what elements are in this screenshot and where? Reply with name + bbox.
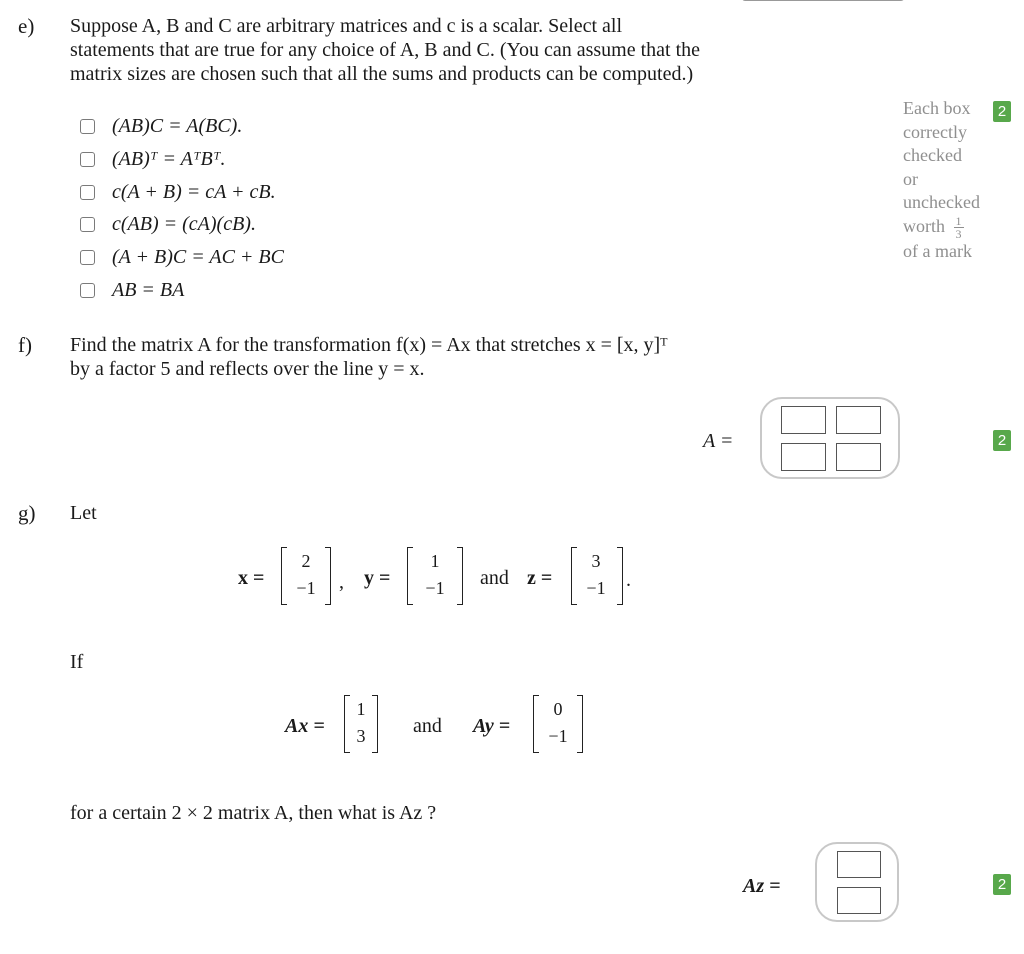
vector-entry: 1 xyxy=(430,551,440,571)
option-text: (AB)ᵀ = AᵀBᵀ. xyxy=(112,147,226,170)
marking-note-worth xyxy=(903,215,1003,240)
option-row[interactable] xyxy=(80,244,284,270)
marks-badge: 2 xyxy=(993,101,1011,122)
part-g-question: for a certain 2 × 2 matrix A, then what is Az ? xyxy=(70,802,437,824)
marking-note-line: Each box xyxy=(903,98,971,118)
checkbox[interactable] xyxy=(80,250,95,265)
part-f-label: f) xyxy=(18,333,32,357)
marking-note-line: or xyxy=(903,168,918,189)
left-bracket xyxy=(407,547,413,605)
part-e-prompt-line2: statements that are true for any choice of A, B and C. (You can assume that the xyxy=(70,39,701,61)
vector-ax xyxy=(344,695,378,753)
option-text: AB = BA xyxy=(112,278,185,301)
vector-x xyxy=(281,547,331,605)
option-row[interactable] xyxy=(80,179,276,205)
right-bracket xyxy=(372,695,378,753)
matrix-a-answer-label: A = xyxy=(703,430,734,452)
marking-note xyxy=(903,97,1003,263)
checkbox[interactable] xyxy=(80,217,95,232)
vector-entry: 3 xyxy=(591,551,601,571)
part-f-line1: Find the matrix A for the transformation f(x) = Ax that stretches x = [x, y]ᵀ xyxy=(70,334,668,356)
az-cell-2[interactable] xyxy=(837,887,881,914)
and-text: and xyxy=(413,715,442,737)
vector-entry: −1 xyxy=(548,726,568,746)
checkbox[interactable] xyxy=(80,152,95,167)
option-text: c(A + B) = cA + cB. xyxy=(112,180,276,203)
part-g-if: If xyxy=(70,651,84,673)
previous-answer-box-edge xyxy=(742,0,904,1)
ax-label: Ax = xyxy=(285,715,325,737)
fraction-numerator: 1 xyxy=(955,213,962,228)
option-text: (AB)C = A(BC). xyxy=(112,114,243,137)
part-e-prompt-line3: matrix sizes are chosen such that all the sums and products can be computed.) xyxy=(70,63,694,85)
matrix-a-cell-11[interactable] xyxy=(781,406,826,434)
ay-label: Ay = xyxy=(473,715,511,737)
matrix-a-cell-12[interactable] xyxy=(836,406,881,434)
vector-z-label: z = xyxy=(527,567,553,589)
option-row[interactable] xyxy=(80,277,184,303)
period: . xyxy=(626,569,631,591)
az-answer-group xyxy=(815,842,899,922)
part-e-prompt-line1: Suppose A, B and C are arbitrary matrices and c is a scalar. Select all xyxy=(70,15,623,37)
part-f-line2: by a factor 5 and reflects over the line y = x. xyxy=(70,358,425,380)
right-bracket xyxy=(617,547,623,605)
vector-entry: 1 xyxy=(356,699,366,719)
matrix-a-cell-21[interactable] xyxy=(781,443,826,471)
option-row[interactable] xyxy=(80,211,256,237)
right-bracket xyxy=(457,547,463,605)
right-bracket xyxy=(577,695,583,753)
vector-z xyxy=(571,547,623,605)
vector-y-label: y = xyxy=(364,567,391,589)
checkbox[interactable] xyxy=(80,119,95,134)
option-text: (A + B)C = AC + BC xyxy=(112,245,284,268)
vector-entry: −1 xyxy=(425,578,445,598)
vector-entry: 3 xyxy=(356,726,366,746)
marks-badge: 2 xyxy=(993,874,1011,895)
checkbox[interactable] xyxy=(80,185,95,200)
part-g-let: Let xyxy=(70,502,97,524)
vector-entry: 0 xyxy=(553,699,563,719)
marking-note-line: of a mark xyxy=(903,240,972,261)
left-bracket xyxy=(533,695,539,753)
vector-y xyxy=(407,547,463,605)
right-bracket xyxy=(325,547,331,605)
part-g-label: g) xyxy=(18,501,36,525)
az-answer-label: Az = xyxy=(743,875,781,897)
fraction-denominator: 3 xyxy=(955,226,962,241)
and-text: and xyxy=(480,567,509,589)
marking-note-line: checked xyxy=(903,145,962,165)
matrix-a-answer-group xyxy=(760,397,900,479)
marking-note-line: unchecked xyxy=(903,192,980,212)
vector-ay xyxy=(533,695,583,753)
az-cell-1[interactable] xyxy=(837,851,881,878)
vector-entry: −1 xyxy=(296,578,316,598)
option-text: c(AB) = (cA)(cB). xyxy=(112,212,256,235)
comma: , xyxy=(339,571,344,593)
fraction xyxy=(954,215,964,240)
option-row[interactable] xyxy=(80,113,242,139)
checkbox[interactable] xyxy=(80,283,95,298)
vector-x-label: x = xyxy=(238,567,265,589)
marking-note-line: correctly xyxy=(903,121,967,142)
left-bracket xyxy=(571,547,577,605)
marking-note-line: worth xyxy=(903,215,945,236)
option-row[interactable] xyxy=(80,146,226,172)
vector-entry: −1 xyxy=(586,578,606,598)
vector-entry: 2 xyxy=(301,551,311,571)
marks-badge: 2 xyxy=(993,430,1011,451)
left-bracket xyxy=(281,547,287,605)
matrix-a-cell-22[interactable] xyxy=(836,443,881,471)
part-e-label: e) xyxy=(18,14,35,38)
